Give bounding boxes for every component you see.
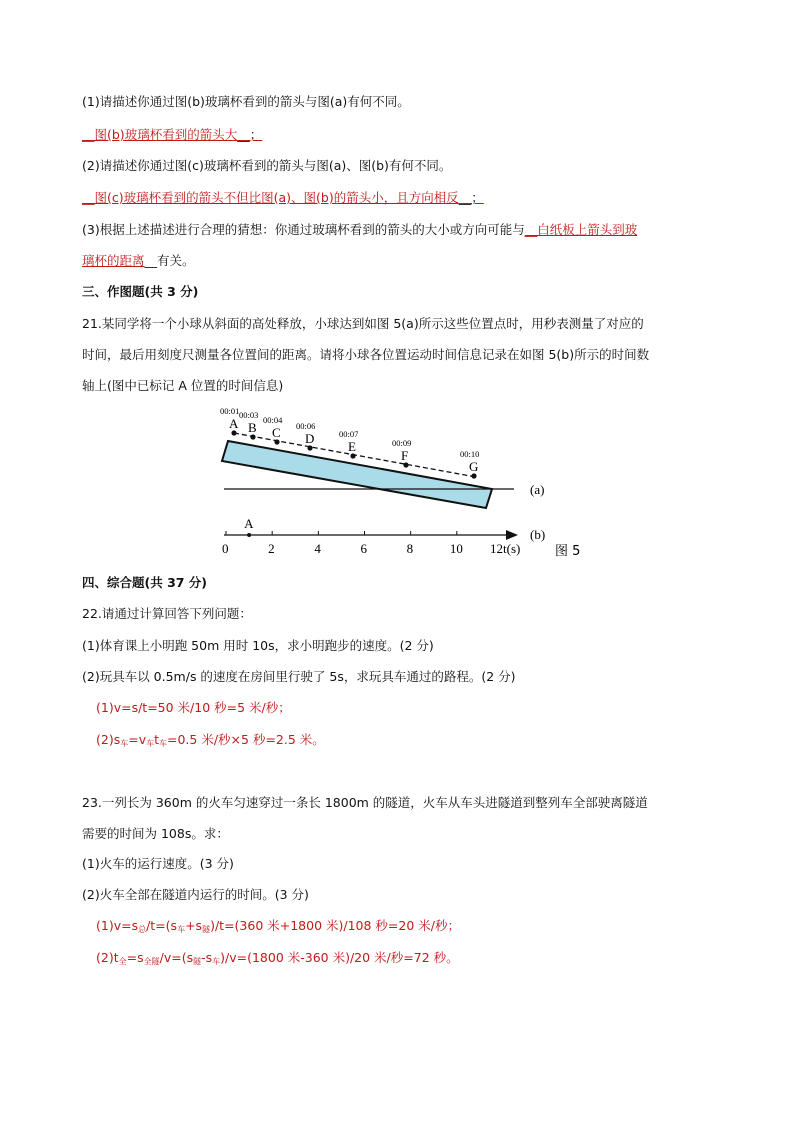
axis-end-label: 12t(s) <box>490 541 521 556</box>
q23-a2-sub4: 车 <box>212 957 221 966</box>
axis-tick-label-2: 2 <box>268 541 275 556</box>
q20-a2-pre: __ <box>82 190 95 205</box>
q23-a1-pre: (1)v=s <box>96 918 139 933</box>
q23-a2-mid1: =s <box>126 950 144 965</box>
q22-answer2 <box>96 731 325 753</box>
q20-a1-text: 图(b)玻璃杯看到的箭头大 <box>94 127 238 142</box>
ball-point-label-e: E <box>348 439 356 454</box>
q23-a1-post: )/t=(360 米+1800 米)/108 秒=20 米/秒； <box>210 918 460 933</box>
q21-line2: 时间，最后用刻度尺测量各位置间的距离。请将小球各位置运动时间信息记录在如图 5(b)所示的时间数 <box>82 347 650 362</box>
q23-line2: 需要的时间为 108s。求： <box>82 826 229 841</box>
ball-point-label-b: B <box>248 420 257 435</box>
q20-a1-post: __； <box>237 127 263 142</box>
ball-point-time-e: 00:07 <box>339 429 359 439</box>
q23-a2-sub2: 全隧 <box>143 957 160 966</box>
q23-a2-sub3: 隧 <box>193 957 202 966</box>
section4-title: 四、综合题(共 37 分) <box>82 575 208 590</box>
q22-a2-sub2: 车 <box>146 739 155 748</box>
q22-a2-pre: (2)s <box>96 732 121 747</box>
q20-a2-post: __； <box>458 190 484 205</box>
ball-point-time-a: 00:01 <box>220 406 240 416</box>
q23-a1-sub1: 总 <box>138 925 147 934</box>
q23-line1: 23.一列长为 360m 的火车匀速穿过一条长 1800m 的隧道，火车从车头进隧道到整列车全部驶离隧道 <box>82 795 648 810</box>
q23-a1-mid1: /t=(s <box>146 918 178 933</box>
q23-answer2 <box>96 949 459 971</box>
ball-point-time-g: 00:10 <box>460 449 480 459</box>
ball-point-a <box>231 430 236 435</box>
ball-point-label-c: C <box>272 425 281 440</box>
slope-ramp <box>222 441 492 508</box>
q22-a2-sub1: 车 <box>120 739 129 748</box>
q21-line1: 21.某同学将一个小球从斜面的高处释放，小球达到如图 5(a)所示这些位置点时，用秒表测量了对应的 <box>82 316 644 331</box>
q23-a1-sub2: 车 <box>177 925 186 934</box>
q20-a2-text: 图(c)玻璃杯看到的箭头不但比图(a)、图(b)的箭头小，且方向相反 <box>94 190 459 205</box>
q20-a3-part1: __白纸板上箭头到玻 <box>524 222 638 237</box>
q23-a2-post: )/v=(1800 米-360 米)/20 米/秒=72 秒。 <box>220 950 459 965</box>
axis-tick-label-4: 4 <box>314 541 321 556</box>
ball-point-f <box>403 462 408 467</box>
label-b: (b) <box>530 527 546 542</box>
axis-point-a-dot <box>247 533 251 537</box>
ball-point-c <box>274 439 279 444</box>
q20-a1-pre: __ <box>82 127 95 142</box>
q20-p3-post: __有关。 <box>144 253 195 268</box>
q23-a1-sub3: 隧 <box>202 925 211 934</box>
q23-a2-pre: (2)t <box>96 950 119 965</box>
q23-a2-mid2: /v=(s <box>159 950 194 965</box>
q23-part1: (1)火车的运行速度。(3 分) <box>82 856 234 871</box>
axis-tick-label-0: 0 <box>222 541 229 556</box>
figure-caption: 图 5 <box>555 544 581 559</box>
ball-point-time-b: 00:03 <box>239 410 259 420</box>
q22-intro: 22.请通过计算回答下列问题： <box>82 606 252 621</box>
axis-tick-label-6: 6 <box>360 541 367 556</box>
axis-tick-label-8: 8 <box>406 541 414 556</box>
ball-point-g <box>471 473 476 478</box>
q22-a2-t: t <box>154 732 159 747</box>
time-axis-arrow <box>506 530 518 540</box>
ball-point-e <box>350 453 355 458</box>
ball-point-label-d: D <box>305 431 315 446</box>
q23-a1-mid2: +s <box>185 918 203 933</box>
ball-point-b <box>250 434 255 439</box>
q22-part1: (1)体育课上小明跑 50m 用时 10s，求小明跑步的速度。(2 分) <box>82 638 434 653</box>
q22-a2-mid: =v <box>128 732 147 747</box>
ball-point-time-d: 00:06 <box>296 421 316 431</box>
q20-part1-question: (1)请描述你通过图(b)玻璃杯看到的箭头与图(a)有何不同。 <box>82 94 410 109</box>
q20-a3-part2: 璃杯的距离 <box>82 253 145 268</box>
ball-point-time-c: 00:04 <box>263 415 283 425</box>
q20-p3-pre: (3)根据上述描述进行合理的猜想：你通过玻璃杯看到的箭头的大小或方向可能与 <box>82 222 525 237</box>
q21-line3: 轴上(图中已标记 A 位置的时间信息) <box>82 378 284 393</box>
q23-answer1 <box>96 917 460 939</box>
ball-point-d <box>307 445 312 450</box>
q23-a2-mid3: -s <box>201 950 213 965</box>
ball-point-label-g: G <box>469 459 479 474</box>
q22-part2: (2)玩具车以 0.5m/s 的速度在房间里行驶了 5s，求玩具车通过的路程。(2 分) <box>82 669 516 684</box>
ball-point-label-f: F <box>401 448 409 463</box>
ball-point-time-f: 00:09 <box>392 438 412 448</box>
label-a: (a) <box>530 482 545 497</box>
section3-title: 三、作图题(共 3 分) <box>82 284 199 299</box>
q23-a2-sub1: 全 <box>118 957 127 966</box>
q22-answer1: (1)v=s/t=50 米/10 秒=5 米/秒； <box>96 700 291 715</box>
q20-part2-question: (2)请描述你通过图(c)玻璃杯看到的箭头与图(a)、图(b)有何不同。 <box>82 158 452 173</box>
q22-a2-post: =0.5 米/秒×5 秒=2.5 米。 <box>167 732 325 747</box>
q22-a2-sub3: 车 <box>159 739 167 748</box>
axis-point-a-label: A <box>244 516 254 531</box>
ball-point-label-a: A <box>229 416 239 431</box>
axis-tick-label-10: 10 <box>449 541 463 556</box>
q23-part2: (2)火车全部在隧道内运行的时间。(3 分) <box>82 887 309 902</box>
